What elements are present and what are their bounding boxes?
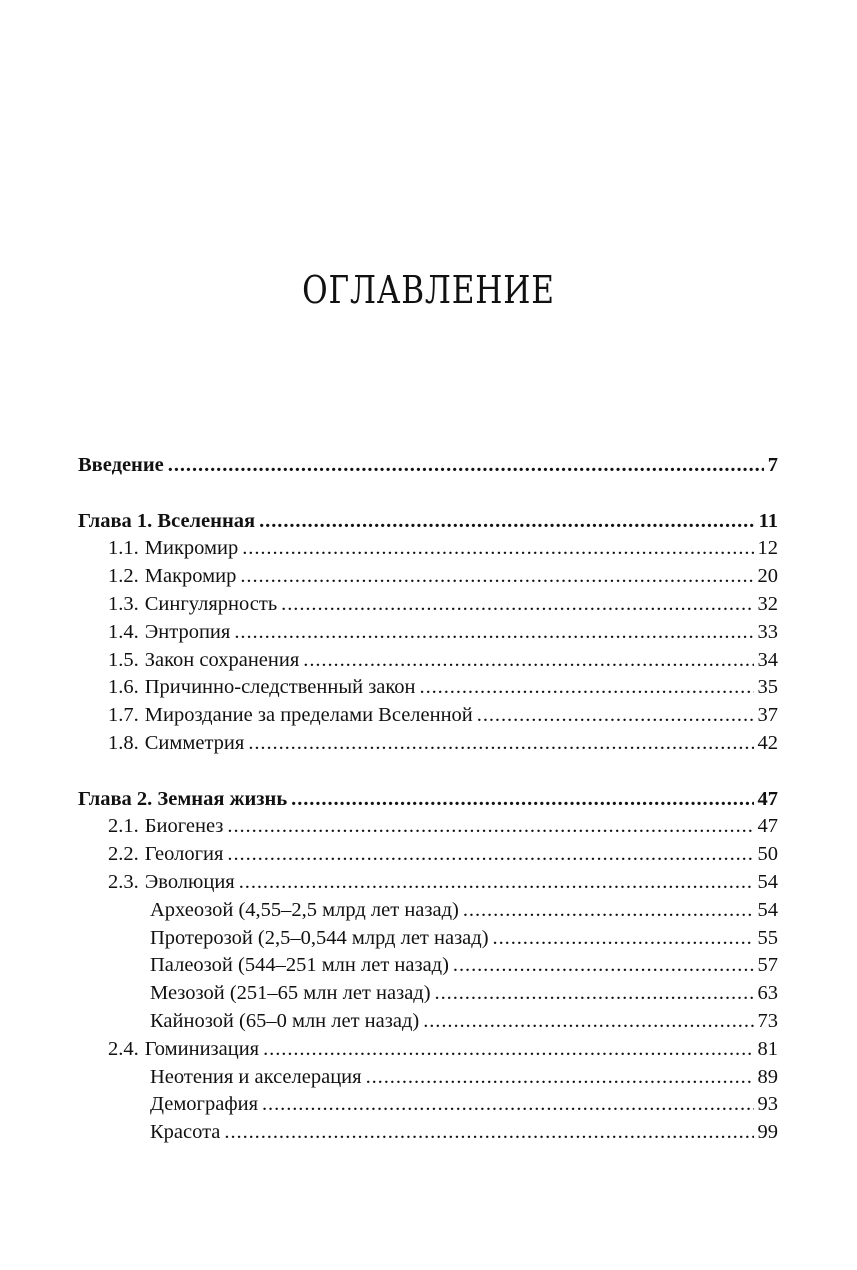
toc-subsection bbox=[78, 1119, 778, 1147]
toc-section bbox=[78, 1036, 778, 1064]
toc-section bbox=[78, 730, 778, 758]
section-title: Энтропия bbox=[144, 620, 231, 643]
section-title: Закон сохранения bbox=[144, 648, 300, 671]
toc-page-number: 47 bbox=[757, 815, 778, 838]
subsection-title: Археозой (4,55–2,5 млрд лет назад) bbox=[150, 898, 459, 921]
section-number: 1.4. bbox=[108, 620, 139, 643]
toc-entry-label bbox=[108, 869, 235, 897]
section-number: 1.7. bbox=[108, 704, 139, 727]
section-title: Сингулярность bbox=[144, 592, 278, 615]
toc-section bbox=[78, 591, 778, 619]
subsection-title: Мезозой (251–65 млн лет назад) bbox=[150, 982, 431, 1005]
toc-entry-label bbox=[150, 1119, 220, 1147]
toc-page-number: 89 bbox=[757, 1065, 778, 1088]
leader-dots bbox=[281, 591, 753, 619]
leader-dots bbox=[291, 786, 753, 814]
section-title: Эволюция bbox=[144, 870, 235, 893]
leader-dots bbox=[453, 952, 754, 980]
subsection-title: Красота bbox=[150, 1121, 221, 1144]
toc-entry-label bbox=[150, 1064, 362, 1092]
toc-page-number: 73 bbox=[757, 1009, 778, 1032]
toc-entry-label bbox=[108, 813, 223, 841]
toc-page-number: 20 bbox=[757, 565, 778, 588]
toc-entry-label bbox=[108, 1036, 259, 1064]
toc-page-number: 54 bbox=[757, 870, 778, 893]
toc-entry-label bbox=[150, 897, 459, 925]
section-number: 1.5. bbox=[108, 648, 139, 671]
toc-page-number: 34 bbox=[757, 648, 778, 671]
leader-dots bbox=[227, 813, 753, 841]
leader-dots bbox=[263, 1036, 753, 1064]
toc-chapter-2 bbox=[78, 786, 778, 814]
toc-entry-label bbox=[108, 702, 473, 730]
leader-dots bbox=[477, 702, 754, 730]
toc-section bbox=[78, 869, 778, 897]
table-of-contents bbox=[78, 452, 778, 1147]
leader-dots bbox=[240, 563, 753, 591]
toc-entry-intro bbox=[78, 452, 778, 480]
toc-page-number: 47 bbox=[757, 787, 778, 810]
toc-page-number: 63 bbox=[757, 982, 778, 1005]
section-number: 2.1. bbox=[108, 815, 139, 838]
section-title: Микромир bbox=[144, 537, 239, 560]
toc-entry-label: Введение bbox=[78, 454, 164, 476]
section-title: Макромир bbox=[144, 565, 237, 588]
section-number: 1.6. bbox=[108, 676, 139, 699]
toc-page-number: 57 bbox=[757, 954, 778, 977]
leader-dots bbox=[366, 1064, 754, 1092]
toc-subsection bbox=[78, 1091, 778, 1119]
section-title: Причинно-следственный закон bbox=[144, 676, 416, 699]
toc-page-number: 50 bbox=[757, 843, 778, 866]
toc-subsection bbox=[78, 925, 778, 953]
section-number: 2.3. bbox=[108, 870, 139, 893]
section-number: 1.1. bbox=[108, 537, 139, 560]
toc-entry-label bbox=[108, 841, 223, 869]
section-number: 1.2. bbox=[108, 565, 139, 588]
toc-page-number: 99 bbox=[757, 1121, 778, 1144]
toc-section bbox=[78, 647, 778, 675]
toc-page-number: 55 bbox=[757, 926, 778, 949]
subsection-title: Протерозой (2,5–0,544 млрд лет назад) bbox=[150, 926, 489, 949]
leader-dots bbox=[262, 1091, 754, 1119]
leader-dots bbox=[435, 980, 754, 1008]
toc-entry-label bbox=[150, 980, 431, 1008]
leader-dots bbox=[227, 841, 753, 869]
toc-entry-label bbox=[78, 786, 287, 814]
section-title: Гоминизация bbox=[144, 1037, 260, 1060]
chapter-title: Глава 1. Вселенная bbox=[78, 509, 256, 532]
toc-section bbox=[78, 619, 778, 647]
leader-dots bbox=[248, 730, 753, 758]
subsection-title: Демография bbox=[150, 1093, 258, 1116]
toc-entry-label bbox=[78, 508, 255, 536]
toc-subsection bbox=[78, 1064, 778, 1092]
toc-page-number: 81 bbox=[757, 1037, 778, 1060]
toc-page-number: 7 bbox=[767, 454, 778, 476]
toc-section bbox=[78, 841, 778, 869]
leader-dots bbox=[224, 1119, 753, 1147]
section-title: Геология bbox=[144, 843, 224, 866]
toc-subsection bbox=[78, 1008, 778, 1036]
toc-entry-label bbox=[150, 1008, 419, 1036]
section-number: 1.3. bbox=[108, 592, 139, 615]
toc-page-number: 11 bbox=[758, 509, 778, 532]
leader-dots bbox=[259, 508, 755, 536]
toc-entry-label bbox=[108, 563, 236, 591]
leader-dots bbox=[242, 535, 753, 563]
toc-page-number: 33 bbox=[757, 620, 778, 643]
toc-section bbox=[78, 535, 778, 563]
toc-entry-label bbox=[108, 730, 244, 758]
leader-dots bbox=[423, 1008, 753, 1036]
toc-page-number: 54 bbox=[757, 898, 778, 921]
toc-entry-label bbox=[108, 591, 277, 619]
leader-dots bbox=[234, 619, 753, 647]
toc-section bbox=[78, 563, 778, 591]
subsection-title: Неотения и акселерация bbox=[150, 1065, 362, 1088]
leader-dots bbox=[493, 925, 754, 953]
toc-entry-label bbox=[150, 952, 449, 980]
leader-dots bbox=[420, 674, 754, 702]
toc-page-number: 37 bbox=[757, 704, 778, 727]
leader-dots bbox=[303, 647, 753, 675]
toc-subsection bbox=[78, 897, 778, 925]
toc-subsection bbox=[78, 980, 778, 1008]
toc-page-number: 12 bbox=[757, 537, 778, 560]
toc-entry-label bbox=[108, 647, 299, 675]
toc-section bbox=[78, 813, 778, 841]
toc-page-number: 93 bbox=[757, 1093, 778, 1116]
toc-chapter-1 bbox=[78, 508, 778, 536]
section-number: 2.2. bbox=[108, 843, 139, 866]
toc-subsection bbox=[78, 952, 778, 980]
toc-section bbox=[78, 702, 778, 730]
section-number: 2.4. bbox=[108, 1037, 139, 1060]
toc-entry-label bbox=[150, 925, 489, 953]
leader-dots bbox=[168, 452, 764, 480]
toc-entry-label bbox=[108, 535, 238, 563]
chapter-title: Глава 2. Земная жизнь bbox=[78, 787, 288, 810]
section-title: Мироздание за пределами Вселенной bbox=[144, 704, 473, 727]
toc-section bbox=[78, 674, 778, 702]
subsection-title: Палеозой (544–251 млн лет назад) bbox=[150, 954, 449, 977]
toc-page-number: 32 bbox=[757, 592, 778, 615]
toc-entry-label bbox=[150, 1091, 258, 1119]
leader-dots bbox=[463, 897, 754, 925]
section-number: 1.8. bbox=[108, 731, 139, 754]
toc-page-number: 42 bbox=[757, 731, 778, 754]
toc-page-number: 35 bbox=[757, 676, 778, 699]
toc-entry-label bbox=[108, 619, 230, 647]
leader-dots bbox=[239, 869, 754, 897]
toc-entry-label bbox=[108, 674, 416, 702]
page-title: ОГЛАВЛЕНИЕ bbox=[302, 268, 555, 312]
section-title: Симметрия bbox=[144, 731, 245, 754]
section-title: Биогенез bbox=[144, 815, 224, 838]
subsection-title: Кайнозой (65–0 млн лет назад) bbox=[150, 1009, 420, 1032]
